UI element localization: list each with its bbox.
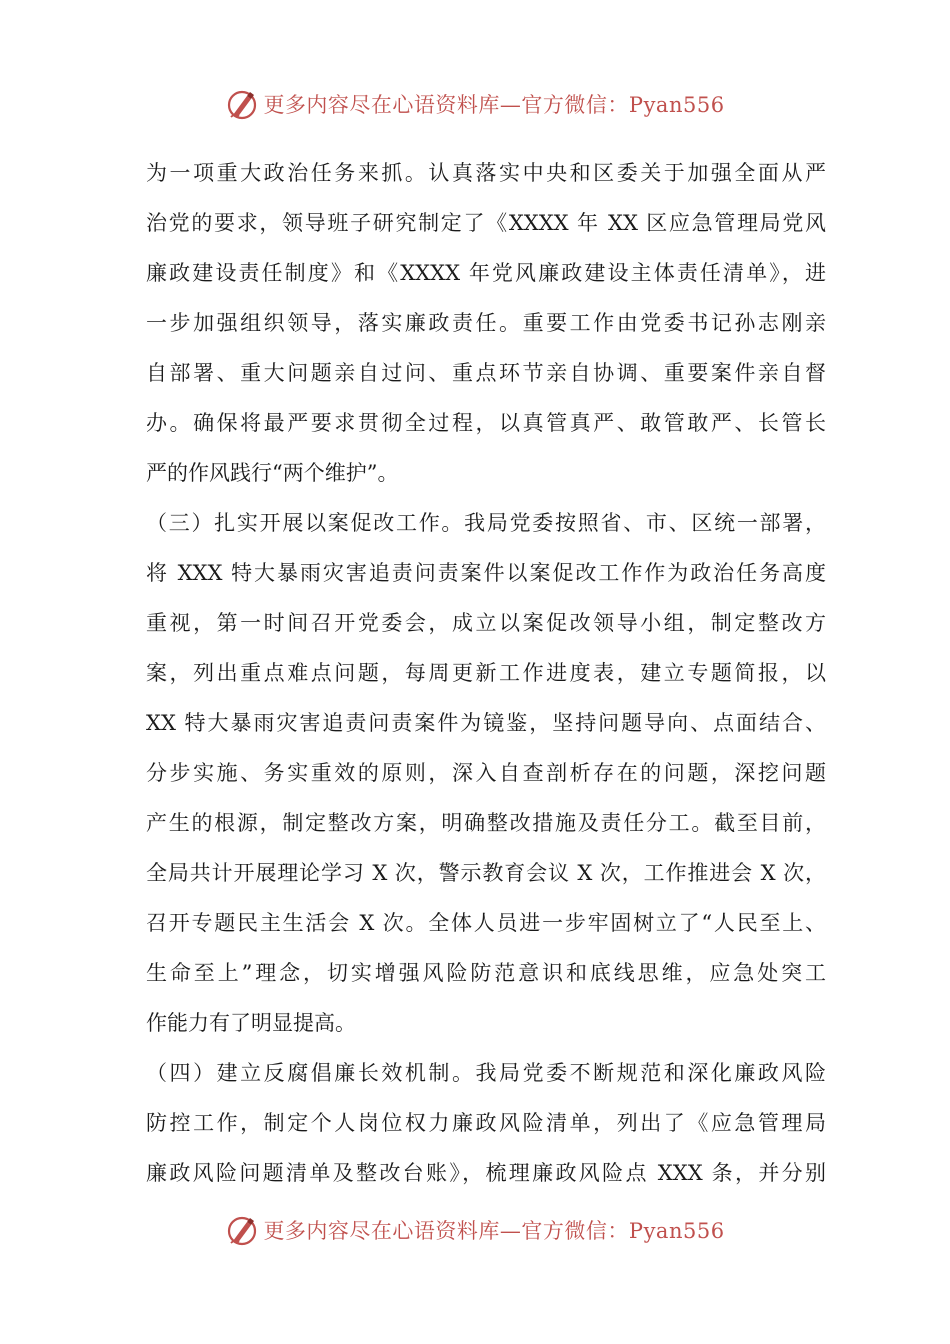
header-banner-text: 更多内容尽在心语资料库—官方微信：Pyan556 (263, 93, 725, 117)
body-line: 全局共计开展理论学习 X 次，警示教育会议 X 次，工作推进会 X 次， (146, 861, 826, 885)
body-line: （三）扎实开展以案促改工作。我局党委按照省、市、区统一部署， (146, 511, 826, 535)
body-line: 防控工作，制定个人岗位权力廉政风险清单，列出了《应急管理局 (146, 1111, 826, 1135)
footer-banner-text: 更多内容尽在心语资料库—官方微信：Pyan556 (263, 1219, 725, 1243)
body-line: （四）建立反腐倡廉长效机制。我局党委不断规范和深化廉政风险 (146, 1061, 826, 1085)
body-line: 作能力有了明显提高。 (146, 1011, 356, 1035)
document-body (146, 148, 826, 1198)
body-line: 办。确保将最严要求贯彻全过程，以真管真严、敢管敢严、长管长 (146, 411, 826, 435)
body-line: XX 特大暴雨灾害追责问责案件为镜鉴，坚持问题导向、点面结合、 (146, 711, 826, 735)
body-line: 治党的要求，领导班子研究制定了《XXXX 年 XX 区应急管理局党风 (146, 211, 826, 235)
body-line: 一步加强组织领导，落实廉政责任。重要工作由党委书记孙志刚亲 (146, 311, 826, 335)
body-line: 严的作风践行“两个维护”。 (146, 461, 399, 485)
body-line: 廉政风险问题清单及整改台账》，梳理廉政风险点 XXX 条，并分别 (146, 1161, 826, 1185)
header-banner (0, 84, 950, 124)
body-line: 自部署、重大问题亲自过问、重点环节亲自协调、重要案件亲自督 (146, 361, 826, 385)
footer-banner (0, 1210, 950, 1250)
pen-logo-icon (225, 87, 259, 121)
body-line: 为一项重大政治任务来抓。认真落实中央和区委关于加强全面从严 (146, 161, 826, 185)
body-line: 廉政建设责任制度》和《XXXX 年党风廉政建设主体责任清单》，进 (146, 261, 826, 285)
pen-logo-icon (225, 1213, 259, 1247)
body-line: 将 XXX 特大暴雨灾害追责问责案件以案促改工作作为政治任务高度 (146, 561, 826, 585)
body-line: 召开专题民主生活会 X 次。全体人员进一步牢固树立了“人民至上、 (146, 911, 826, 935)
body-line: 生命至上”理念，切实增强风险防范意识和底线思维，应急处突工 (146, 961, 826, 985)
body-line: 分步实施、务实重效的原则，深入自查剖析存在的问题，深挖问题 (146, 761, 826, 785)
body-line: 产生的根源，制定整改方案，明确整改措施及责任分工。截至目前， (146, 811, 826, 835)
body-line: 重视，第一时间召开党委会，成立以案促改领导小组，制定整改方 (146, 611, 826, 635)
body-line: 案，列出重点难点问题，每周更新工作进度表，建立专题简报，以 (146, 661, 826, 685)
